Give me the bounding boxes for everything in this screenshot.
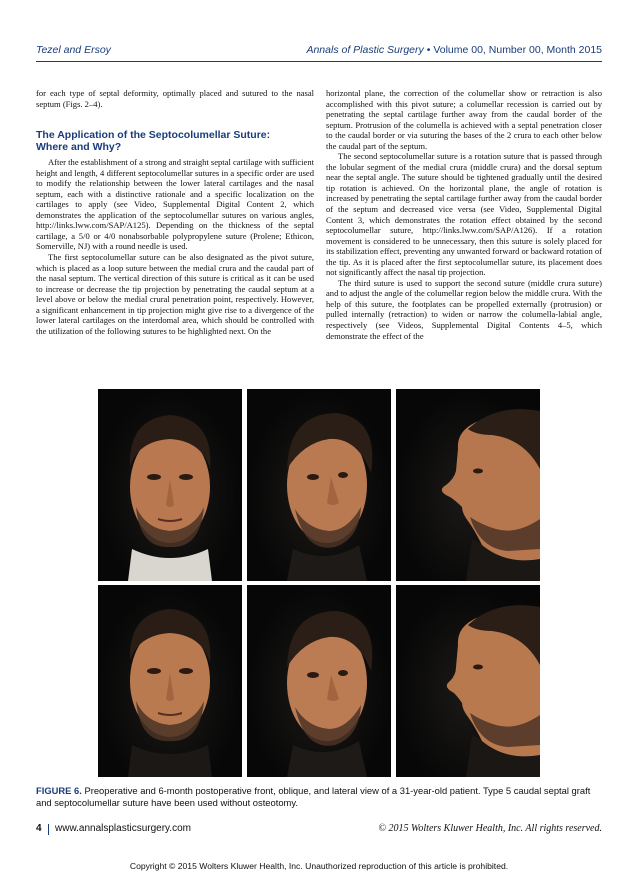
figure-caption <box>36 785 602 808</box>
page-number: 4 <box>36 823 42 834</box>
section-heading-line-1: The Application of the Septocolumellar Suture: <box>36 129 271 142</box>
face-lateral-icon <box>396 389 540 581</box>
right-paragraph-3: The third suture is used to support the second suture (middle crura suture) and to adjust the angle of the columellar region below the middle crura. With the help of this suture, the footplates can be propelled externally (protrusion) or pulled internally (retraction) to widen or narrow the columella-labial angle, respectively (see Videos, Supplemental Digital Contents 4–5, which demonstrate the effect of the <box>326 277 602 341</box>
face-front-icon <box>98 585 242 777</box>
face-front-icon <box>98 389 242 581</box>
photo-postop-oblique <box>247 585 391 777</box>
photo-preop-lateral <box>396 389 540 581</box>
bottom-copyright-notice: Copyright © 2015 Wolters Kluwer Health, Inc. Unauthorized reproduction of this article is prohibited. <box>129 861 509 871</box>
section-heading-line-2: Where and Why? <box>36 141 122 154</box>
face-lateral-icon <box>396 585 540 777</box>
header-volume: Volume 00, Number 00, Month 2015 <box>433 44 602 56</box>
header-journal-info <box>306 44 602 56</box>
figure-caption-text: Preoperative and 6-month postoperative front, oblique, and lateral view of a 31-year-old patient. Type 5 caudal septal graft and septocolumellar suture have been used without osteotomy. <box>36 785 591 808</box>
figure-label: FIGURE 6. <box>36 785 82 796</box>
footer-copyright: © 2015 Wolters Kluwer Health, Inc. All rights reserved. <box>378 823 602 834</box>
page-footer <box>36 823 602 837</box>
left-column <box>36 88 314 336</box>
header-bullet: • <box>426 44 431 56</box>
journal-url-link[interactable]: www.annalsplasticsurgery.com <box>55 823 191 834</box>
right-paragraph-2: The second septocolumellar suture is a rotation suture that is passed through the lobular segment of the medial crura (middle crura) and the dorsal septum near the septal angle. The suture should be tightened gradually until the desired tip rotation is achieved. On the horizontal plane, the angle of rotation is increased by penetrating the septal cartilage further away from the caudal border of the septum and decreased vice versa (see Video, Supplemental Digital Content 3, which demonstrates the rotation effect obtained by the second septocolumellar suture, http://links.lww.com/SAP/A126). If a rotation movement is considered to be unnecessary, then this suture is solely placed for its stabilization effect, preventing any unwanted forward or backward rotation of the tip. As it is placed after the first septocolumellar suture, its placement does not significantly affect the nasal tip projection. <box>326 151 602 278</box>
left-paragraph-1: for each type of septal deformity, optimally placed and sutured to the nasal septum (Figs. 2–4). <box>36 88 314 109</box>
running-header <box>36 44 602 60</box>
face-oblique-icon <box>247 585 391 777</box>
left-paragraph-2: After the establishment of a strong and straight septal cartilage with sufficient height and length, 4 different septocolumellar sutures in a specific order are used to modify the relationship between the lower lateral cartilages and the nasal septum, each with a distinctive rationale and a specific localization on the cartilages to apply (see Video, Supplemental Digital Content 2, which demonstrates the application of the septocolumellar sutures on various angles, http://links.lww.com/SAP/A125). Depending on the thickness of the septal cartilage, a 5/0 or 4/0 nonabsorbable polypropylene suture (Prolene; Ethicon, Somerville, NJ) with a round needle is used. <box>36 157 314 252</box>
photo-preop-front <box>98 389 242 581</box>
face-oblique-icon <box>247 389 391 581</box>
left-paragraph-3: The first septocolumellar suture can be also designated as the pivot suture, which is placed as a loop suture between the medial crura and the caudal part of the nasal septum. The vertical direction of this suture is critical as it can be used to increase or decrease the tip projection by penetrating the caudal septum at a level above or below the medial crural penetration point, respectively. However, a significant enhancement in tip projection might give rise to a divergence of the lower lateral cartilages on the interdomal area, which should be controlled with the utilization of the following sutures to be highlighted next. On the <box>36 252 314 336</box>
right-paragraph-1: horizontal plane, the correction of the columellar show or retraction is also accomplished with this pivot suture; a columellar recession is carried out by penetrating the septal cartilage further away from the caudal border of the septum. Protrusion of the columella is achieved with a septal penetration closer to the caudal border or via suturing the bases of the 2 crura to each other below the caudal part of the septum. <box>326 88 602 151</box>
photo-postop-lateral <box>396 585 540 777</box>
header-authors: Tezel and Ersoy <box>36 44 111 56</box>
header-journal-name: Annals of Plastic Surgery <box>306 44 424 56</box>
photo-postop-front <box>98 585 242 777</box>
footer-divider <box>48 824 49 835</box>
right-column <box>326 88 602 341</box>
header-rule <box>36 61 602 62</box>
figure-photo-grid <box>98 389 540 777</box>
section-heading <box>36 129 314 153</box>
photo-preop-oblique <box>247 389 391 581</box>
